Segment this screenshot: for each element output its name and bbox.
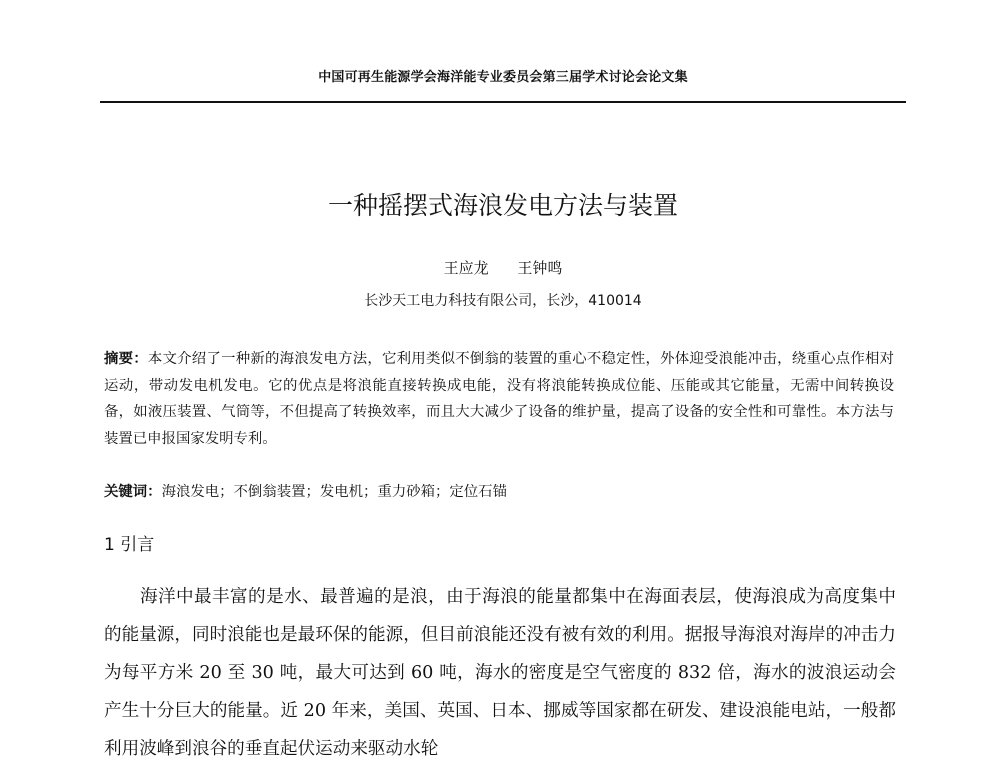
running-header: 中国可再生能源学会海洋能专业委员会第三届学术讨论会论文集 <box>318 70 688 85</box>
affiliation: 长沙天工电力科技有限公司，长沙，410014 <box>364 293 642 309</box>
header-rule <box>100 101 906 103</box>
section-heading: 1 引言 <box>104 535 155 555</box>
abstract <box>104 346 894 452</box>
paper-title: 一种摇摆式海浪发电方法与装置 <box>327 191 678 220</box>
keywords <box>104 479 894 505</box>
authors: 王应龙 王钟鸣 <box>443 259 563 277</box>
keywords-label: 关键词： <box>104 484 162 500</box>
keywords-text: 海浪发电；不倒翁装置；发电机；重力砂箱；定位石锚 <box>161 484 507 500</box>
body-paragraph: 海洋中最丰富的是水、最普遍的是浪，由于海浪的能量都集中在海面表层，使海浪成为高度集中的能量源，同时浪能也是最环保的能源，但目前浪能还没有被有效的利用。据报导海浪对海岸的冲击力为每平方米 20 至 30 吨，最大可达到 60 吨，海水的密度是空气密度的 832 倍，海水的波浪运动会产生十分巨大的能量。近 20 年来，美国、英国、日本、挪威等国家都在研发、建设浪能电站，一般都利用波峰到浪谷的垂直起伏运动来驱动水轮 <box>104 587 896 759</box>
abstract-label: 摘要： <box>104 351 148 367</box>
abstract-text: 本文介绍了一种新的海浪发电方法，它利用类似不倒翁的装置的重心不稳定性，外体迎受浪能冲击，绕重心点作相对运动，带动发电机发电。它的优点是将浪能直接转换成电能，没有将浪能转换成位能、压能或其它能量，无需中间转换设备，如液压装置、气筒等，不但提高了转换效率，而且大大减少了设备的维护量，提高了设备的安全性和可靠性。本方法与装置已申报国家发明专利。 <box>104 351 894 447</box>
